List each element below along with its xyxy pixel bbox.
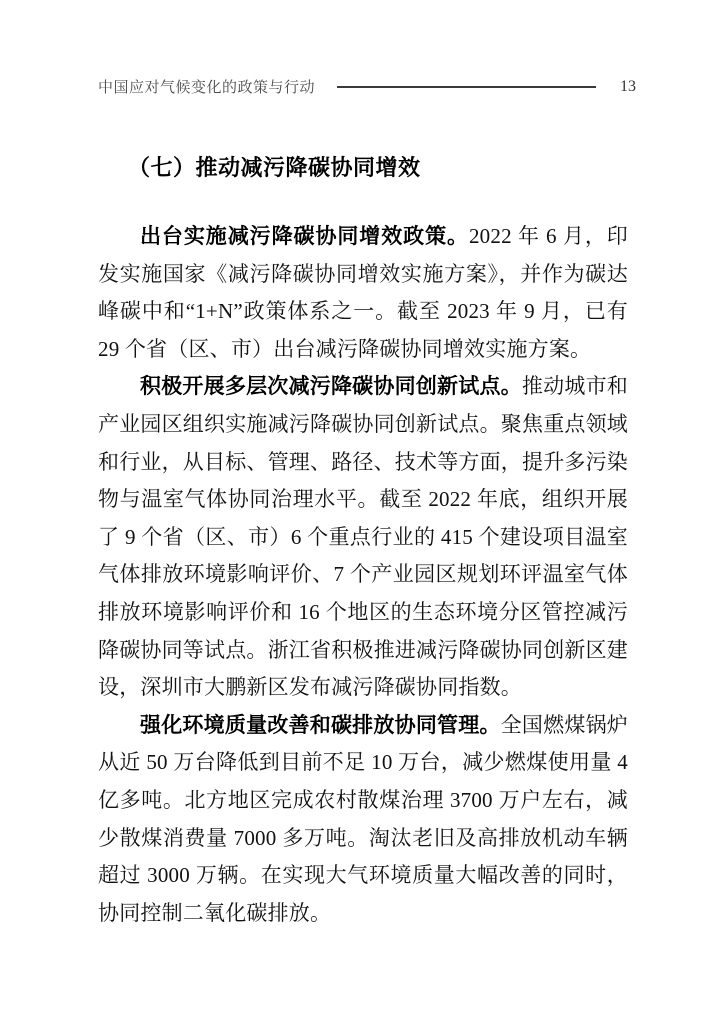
paragraph-lead: 强化环境质量改善和碳排放协同管理。 — [140, 713, 501, 737]
paragraph — [98, 707, 628, 933]
paragraph-body: 2022 年 6 月，印发实施国家《减污降碳协同增效实施方案》，并作为碳达峰碳中和“1+N”政策体系之一。截至 2023 年 9 月，已有 29 个省（区、市）出台减污降碳协同增效实施方案。 — [98, 224, 629, 361]
paragraph-body: 推动城市和产业园区组织实施减污降碳协同创新试点。聚焦重点领域和行业，从目标、管理、路径、技术等方面，提升多污染物与温室气体协同治理水平。截至 2022 年底，组织开展了 9 个省（区、市）6 个重点行业的 415 个建设项目温室气体排放环境影响评价、7 个产业园区规划环评温室气体排放环境影响评价和 16 个地区的生态环境分区管控减污降碳协同等试点。浙江省积极推进减污降碳协同创新区建设，深圳市大鹏新区发布减污降碳协同指数。 — [98, 374, 628, 700]
paragraph-lead: 积极开展多层次减污降碳协同创新试点。 — [140, 375, 522, 399]
document-title: 中国应对气候变化的政策与行动 — [98, 79, 316, 96]
paragraph-body: 全国燃煤锅炉从近 50 万台降低到目前不足 10 万台，减少燃煤使用量 4 亿多吨。北方地区完成农村散煤治理 3700 万户左右，减少散煤消费量 7000 多万吨。淘汰老旧及高排放机动车辆超过 3000 万辆。在实现大气环境质量大幅改善的同时，协同控制二氧化碳排放。 — [98, 712, 628, 925]
page-content — [98, 153, 628, 932]
header-divider — [337, 86, 596, 88]
running-header — [98, 76, 636, 97]
paragraph — [98, 218, 628, 368]
section-heading: （七）推动减污降碳协同增效 — [128, 155, 421, 180]
page-number: 13 — [620, 77, 636, 95]
paragraph-lead: 出台实施减污降碳协同增效政策。 — [140, 225, 469, 248]
paragraph — [98, 368, 628, 706]
